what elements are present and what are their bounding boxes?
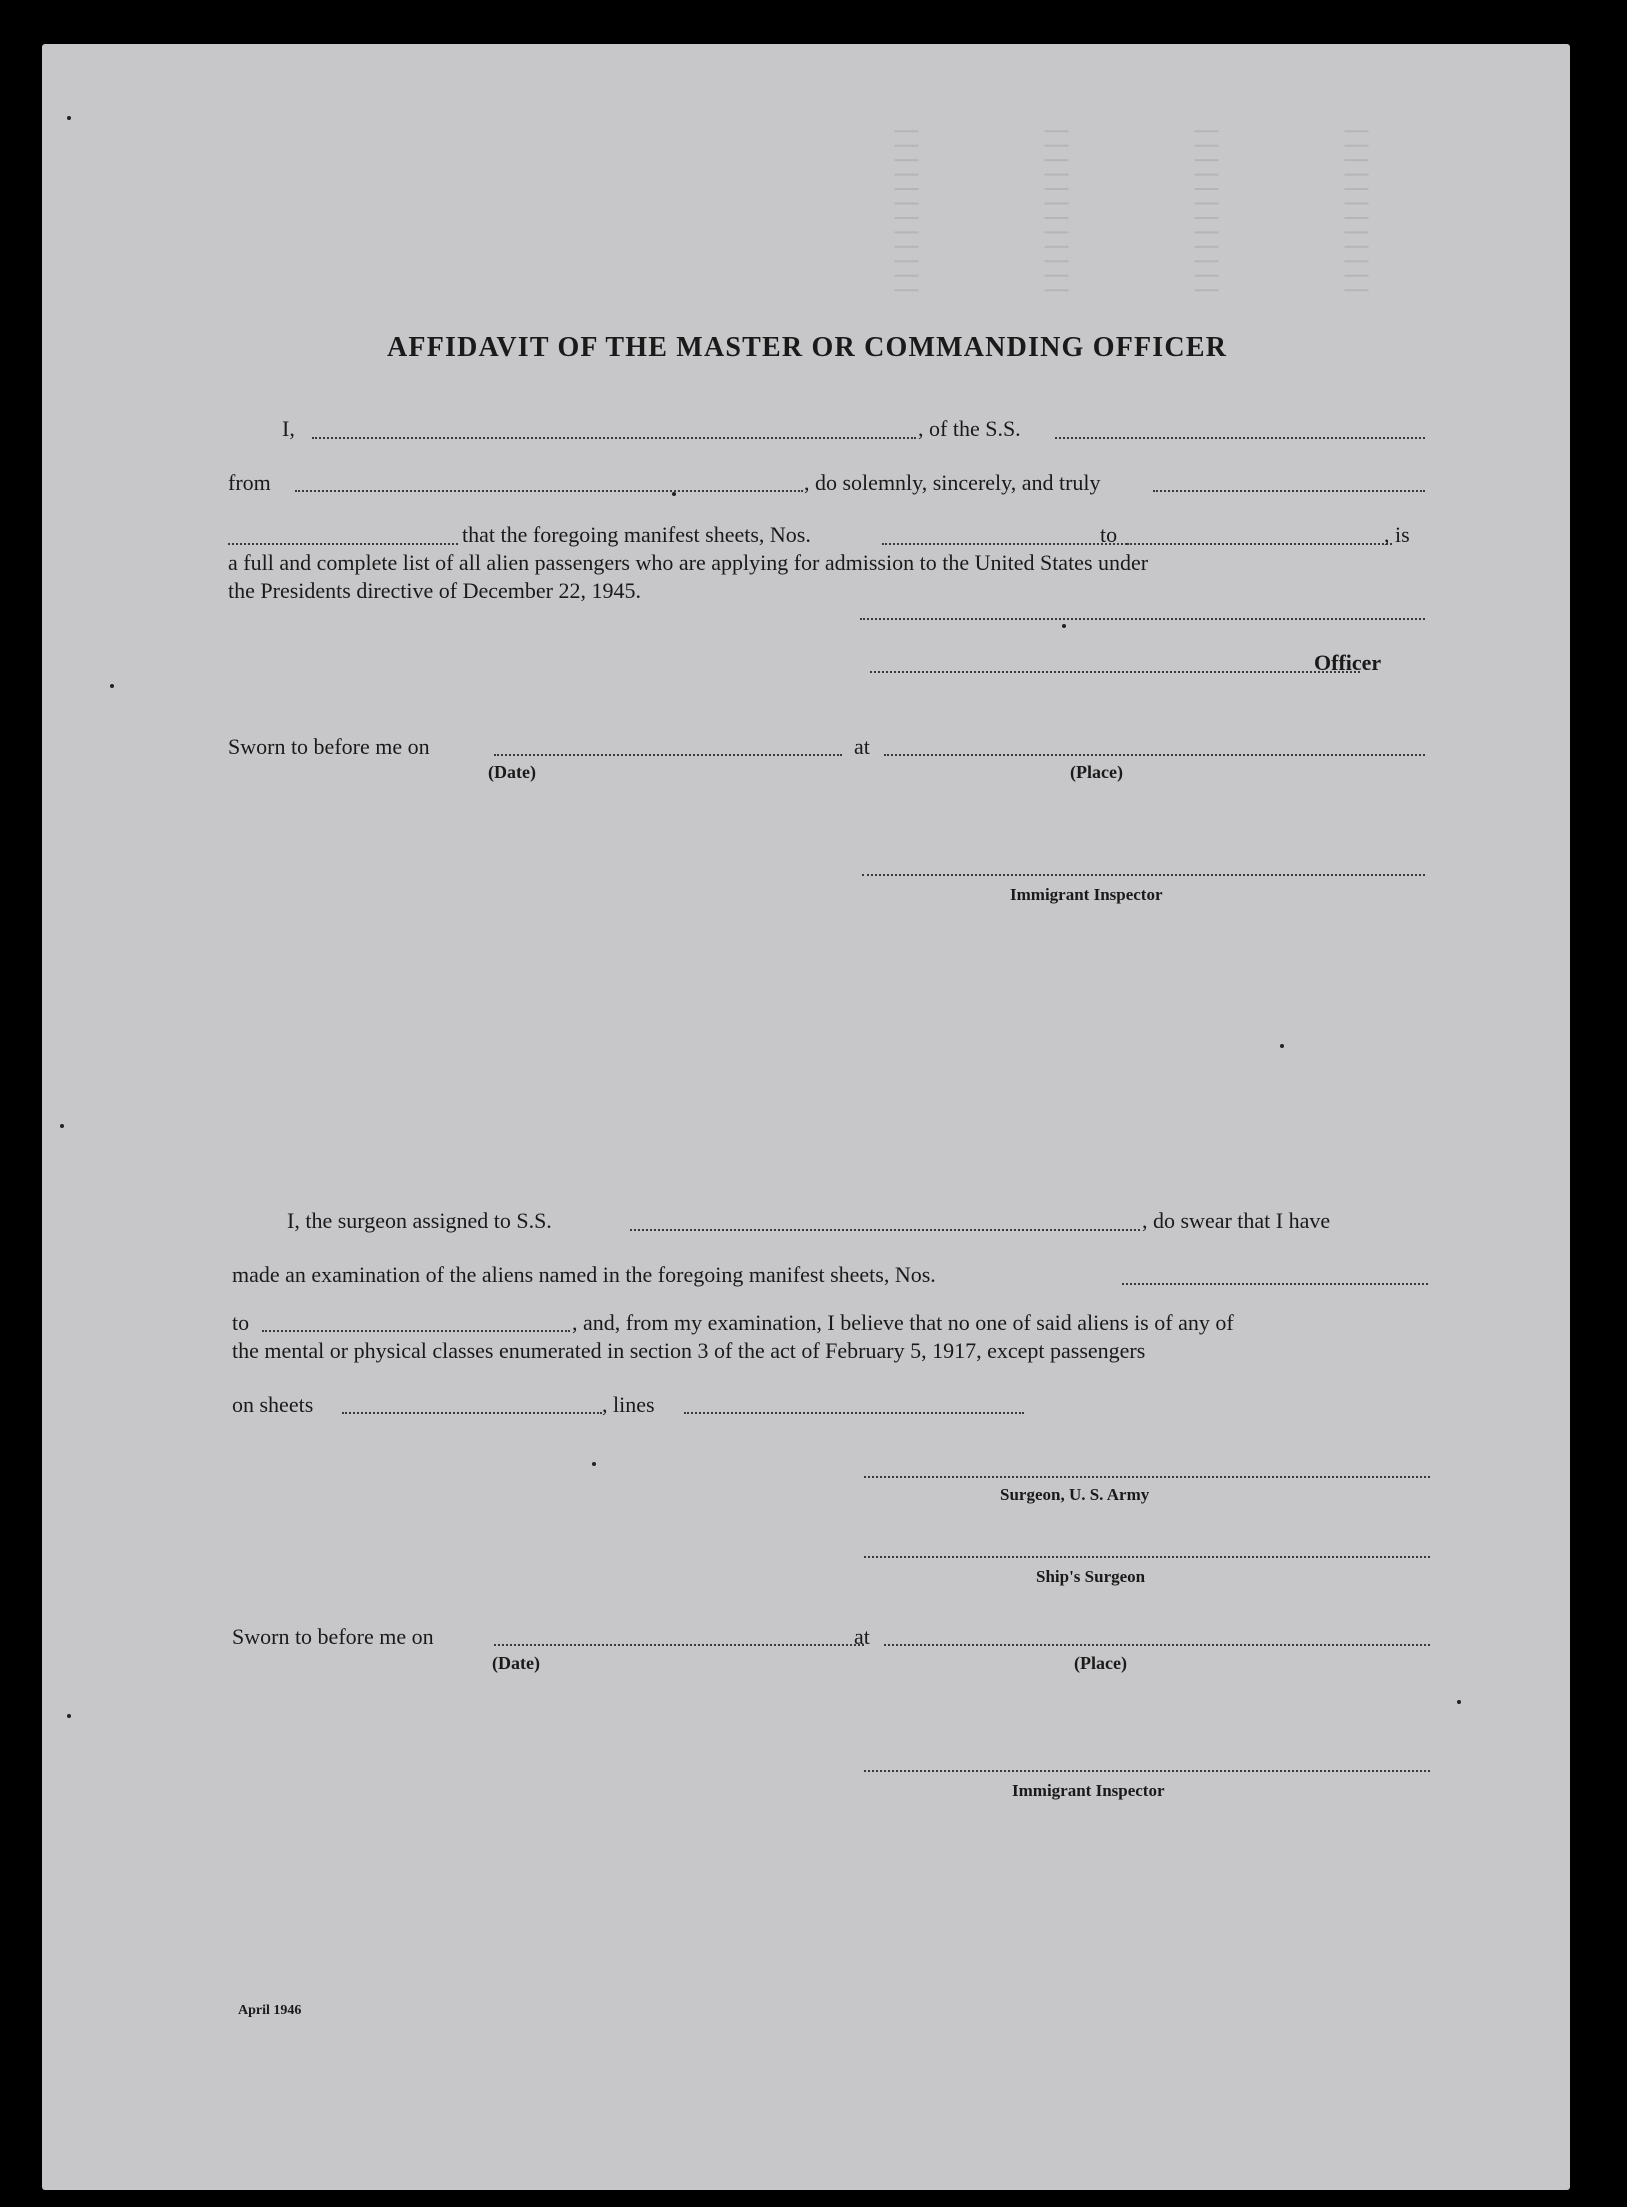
bleed-through-text: ||||||||||||: [1344, 124, 1372, 298]
scan-speck: [67, 1714, 71, 1718]
form-sheet: [42, 44, 1570, 2190]
scan-speck: [592, 1462, 596, 1466]
master-inspector-label: Immigrant Inspector: [1010, 885, 1163, 904]
officer-label: Officer: [1314, 650, 1382, 675]
surgeon-sworn-date-field[interactable]: [494, 1644, 864, 1646]
surgeon-exam-line: made an examination of the aliens named in the foregoing manifest sheets, Nos.: [232, 1262, 936, 1287]
bleed-through-text: ||||||||||||: [1194, 124, 1222, 298]
master-manifest-label: that the foregoing manifest sheets, Nos.: [462, 522, 811, 547]
master-affirm-field[interactable]: [228, 543, 458, 545]
surgeon-ship-field[interactable]: [630, 1229, 1140, 1231]
surgeon-sworn-place-field[interactable]: [884, 1644, 1430, 1646]
officer-signature-line-1[interactable]: [860, 618, 1425, 620]
surgeon-date-caption: (Date): [492, 1653, 540, 1673]
surgeon-sheets-to-field[interactable]: [262, 1330, 570, 1332]
surgeon-lines-label: , lines: [602, 1392, 655, 1417]
scan-speck: [110, 684, 114, 688]
master-statement-line: the Presidents directive of December 22, 1945.: [228, 578, 641, 603]
form-date: April 1946: [238, 2003, 302, 2018]
master-of-ss-label: , of the S.S.: [918, 416, 1021, 441]
master-name-field[interactable]: [312, 437, 916, 439]
master-affidavit-title: AFFIDAVIT OF THE MASTER OR COMMANDING OFFICER: [387, 332, 1228, 363]
master-from-label: from: [228, 470, 271, 495]
master-statement-line: a full and complete list of all alien passengers who are applying for admission to the United States under: [228, 550, 1149, 575]
surgeon-sheets-label: on sheets: [232, 1392, 314, 1417]
surgeon-swear-label: , do swear that I have: [1142, 1208, 1331, 1233]
master-to-label: to: [1100, 522, 1118, 547]
surgeon-exception-lines-field[interactable]: [684, 1412, 1024, 1414]
master-swear-field[interactable]: [1153, 490, 1425, 492]
master-ship-field[interactable]: [1055, 437, 1425, 439]
master-sworn-place-field[interactable]: [884, 754, 1425, 756]
bleed-through-text: ||||||||||||: [1044, 124, 1072, 298]
ships-surgeon-label: Ship's Surgeon: [1036, 1567, 1146, 1586]
master-sheets-to-field[interactable]: [1127, 543, 1392, 545]
master-sheets-from-field[interactable]: [882, 543, 1127, 545]
master-sworn-label: Sworn to before me on: [228, 734, 430, 759]
master-i-label: I,: [282, 416, 295, 441]
master-solemnly-label: , do solemnly, sincerely, and truly: [804, 470, 1101, 495]
master-from-field[interactable]: [295, 490, 803, 492]
surgeon-exam-statement: , and, from my examination, I believe that no one of said aliens is of any of: [572, 1310, 1234, 1335]
surgeon-inspector-signature-field[interactable]: [864, 1770, 1430, 1772]
master-date-caption: (Date): [488, 762, 536, 782]
scan-speck: [60, 1124, 64, 1128]
surgeon-sworn-label: Sworn to before me on: [232, 1624, 434, 1649]
ships-surgeon-signature-field[interactable]: [864, 1556, 1430, 1558]
surgeon-inspector-label: Immigrant Inspector: [1012, 1781, 1165, 1800]
surgeon-to-label: to: [232, 1310, 250, 1335]
surgeon-i-label: I, the surgeon assigned to S.S.: [287, 1208, 552, 1233]
surgeon-army-label: Surgeon, U. S. Army: [1000, 1485, 1150, 1504]
surgeon-at-label: at: [854, 1624, 870, 1649]
bleed-through-text: ||||||||||||: [894, 124, 922, 298]
scan-speck: [1280, 1044, 1284, 1048]
scan-speck: [1457, 1700, 1461, 1704]
surgeon-sheets-from-field[interactable]: [1122, 1283, 1428, 1285]
master-is-label: , is: [1384, 522, 1410, 547]
scan-speck: [67, 116, 71, 120]
surgeon-place-caption: (Place): [1074, 1653, 1127, 1673]
surgeon-exception-sheets-field[interactable]: [342, 1412, 602, 1414]
scan-speck: [1062, 624, 1066, 628]
officer-signature-line-2[interactable]: [870, 671, 1360, 673]
surgeon-classes-line: the mental or physical classes enumerated in section 3 of the act of February 5, 1917, except passengers: [232, 1338, 1146, 1363]
surgeon-army-signature-field[interactable]: [864, 1476, 1430, 1478]
master-sworn-date-field[interactable]: [494, 754, 842, 756]
master-at-label: at: [854, 734, 870, 759]
master-inspector-signature-field[interactable]: [862, 874, 1425, 876]
scan-speck: [672, 492, 676, 496]
master-place-caption: (Place): [1070, 762, 1123, 782]
